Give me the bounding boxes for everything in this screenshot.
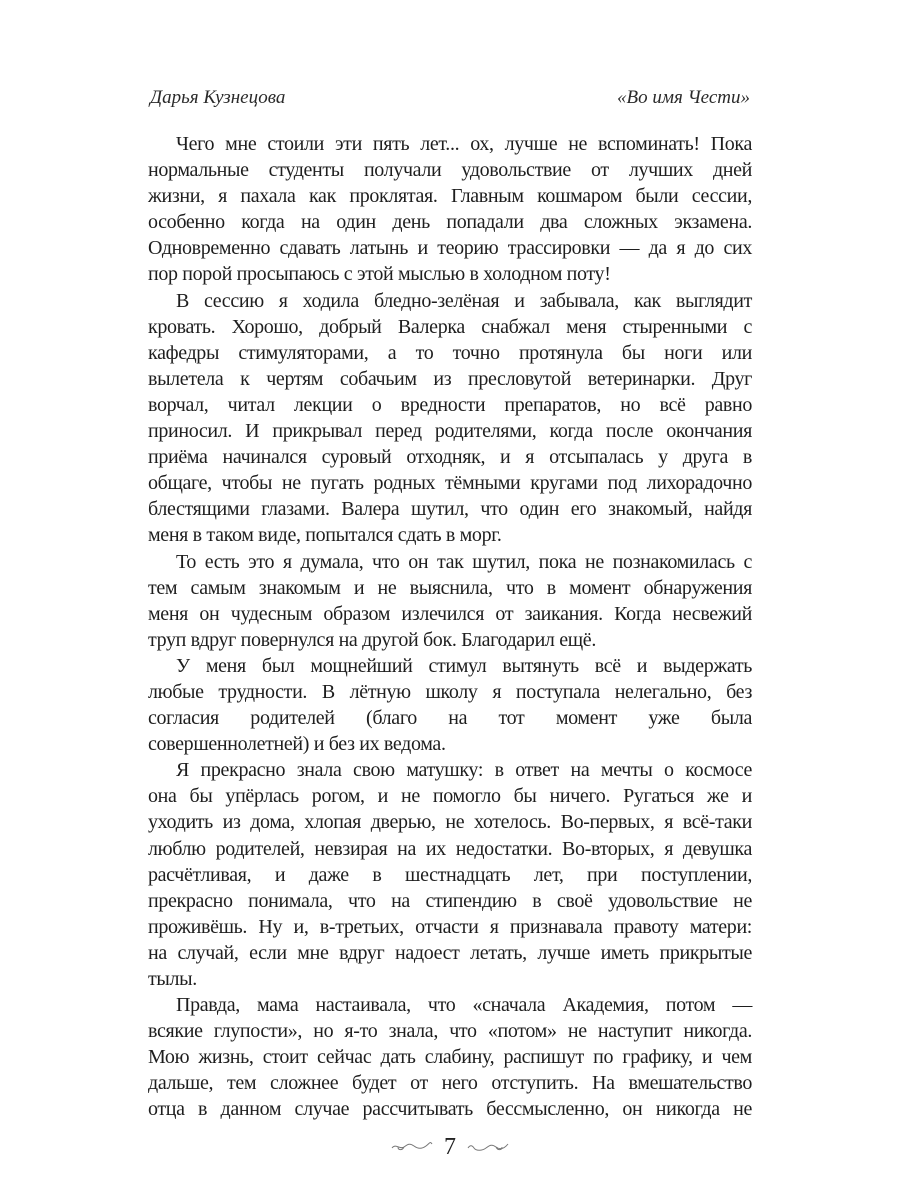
- paragraph: [148, 288, 752, 549]
- text-line: меня он чудесным образом излечился от заикания. Когда несвежий: [148, 602, 752, 625]
- text-line: У меня был мощнейший стимул вытянуть всё и выдержать: [176, 654, 752, 677]
- right-flourish-icon: [466, 1140, 510, 1154]
- text-line: тем самым знакомым и не выяснила, что в момент обнаружения: [148, 576, 752, 599]
- text-line: кафедры стимуляторами, а то точно протянула бы ноги или: [148, 341, 752, 364]
- text-line: меня в таком виде, попытался сдать в морг.: [148, 524, 502, 547]
- text-line: расчётливая, и даже в шестнадцать лет, при поступлении,: [148, 863, 752, 886]
- text-line: совершеннолетней) и без их ведома.: [148, 733, 446, 756]
- text-line: она бы упёрлась рогом, и не помогло бы ничего. Ругаться же и: [148, 785, 752, 808]
- text-line: Одновременно сдавать латынь и теорию трассировки — да я до сих: [148, 237, 752, 260]
- text-line: общаге, чтобы не пугать родных тёмными кругами под лихорадочно: [148, 472, 752, 495]
- text-line: жизни, я пахала как проклятая. Главным кошмаром были сессии,: [148, 185, 752, 208]
- text-line: на случай, если мне вдруг надоест летать, лучше иметь прикрытые: [148, 941, 752, 964]
- body-text: [148, 131, 752, 1123]
- page-body: [148, 131, 752, 1162]
- text-line: пор порой просыпаюсь с этой мыслью в холодном поту!: [148, 263, 611, 286]
- paragraph: [148, 653, 752, 757]
- text-line: ворчал, читал лекции о вредности препаратов, но всё равно: [148, 393, 752, 416]
- running-header-title: «Во имя Чести»: [617, 87, 750, 108]
- text-line: труп вдруг повернулся на другой бок. Благодарил ещё.: [148, 628, 596, 651]
- page-footer: [148, 1131, 752, 1162]
- text-line: кровать. Хорошо, добрый Валерка снабжал меня стыренными с: [148, 315, 752, 338]
- text-line: Правда, мама настаивала, что «сначала Академия, потом —: [176, 994, 752, 1017]
- text-line: уходить из дома, хлопая дверью, не хотелось. Во-первых, я всё-таки: [148, 811, 752, 834]
- paragraph: [148, 549, 752, 653]
- text-line: любые трудности. В лётную школу я поступала нелегально, без: [148, 680, 752, 703]
- running-header-author: Дарья Кузнецова: [150, 87, 286, 108]
- text-line: Мою жизнь, стоит сейчас дать слабину, распишут по графику, и чем: [148, 1046, 752, 1069]
- text-line: вылетела к чертям собачьим из пресловутой ветеринарки. Друг: [148, 367, 752, 390]
- text-line: Чего мне стоили эти пять лет... ох, лучше не вспоминать! Пока: [176, 133, 752, 155]
- left-flourish-icon: [390, 1140, 434, 1154]
- text-line: блестящими глазами. Валера шутил, что один его знакомый, найдя: [148, 498, 752, 521]
- text-line: согласия родителей (благо на тот момент уже была: [148, 707, 752, 730]
- paragraph: [148, 992, 752, 1122]
- text-line: В сессию я ходила бледно-зелёная и забывала, как выглядит: [176, 289, 752, 312]
- text-line: приёма начинался суровый отходняк, и я отсыпалась у друга в: [148, 446, 752, 469]
- text-line: отца в данном случае рассчитывать бессмысленно, он никогда не: [148, 1098, 752, 1121]
- text-line: приносил. И прикрывал перед родителями, когда после окончания: [148, 420, 752, 443]
- text-line: тылы.: [148, 968, 197, 990]
- text-line: дальше, тем сложнее будет от него отступить. На вмешательство: [148, 1072, 752, 1095]
- paragraph: [148, 131, 752, 288]
- text-line: нормальные студенты получали удовольствие от лучших дней: [148, 159, 752, 182]
- text-line: всякие глупости», но я-то знала, что «потом» не наступит никогда.: [148, 1020, 752, 1043]
- page-number: 7: [444, 1134, 456, 1161]
- paragraph: [148, 757, 752, 992]
- text-line: прекрасно понимала, что на стипендию в своё удовольствие не: [148, 889, 752, 912]
- text-line: Я прекрасно знала свою матушку: в ответ на мечты о космосе: [176, 759, 752, 782]
- text-line: люблю родителей, невзирая на их недостатки. Во-вторых, я девушка: [148, 837, 752, 860]
- text-line: То есть это я думала, что он так шутил, пока не познакомилась с: [176, 550, 752, 573]
- text-line: особенно когда на один день попадали два сложных экзамена.: [148, 211, 752, 234]
- text-line: проживёшь. Ну и, в-третьих, отчасти я признавала правоту матери:: [148, 915, 752, 938]
